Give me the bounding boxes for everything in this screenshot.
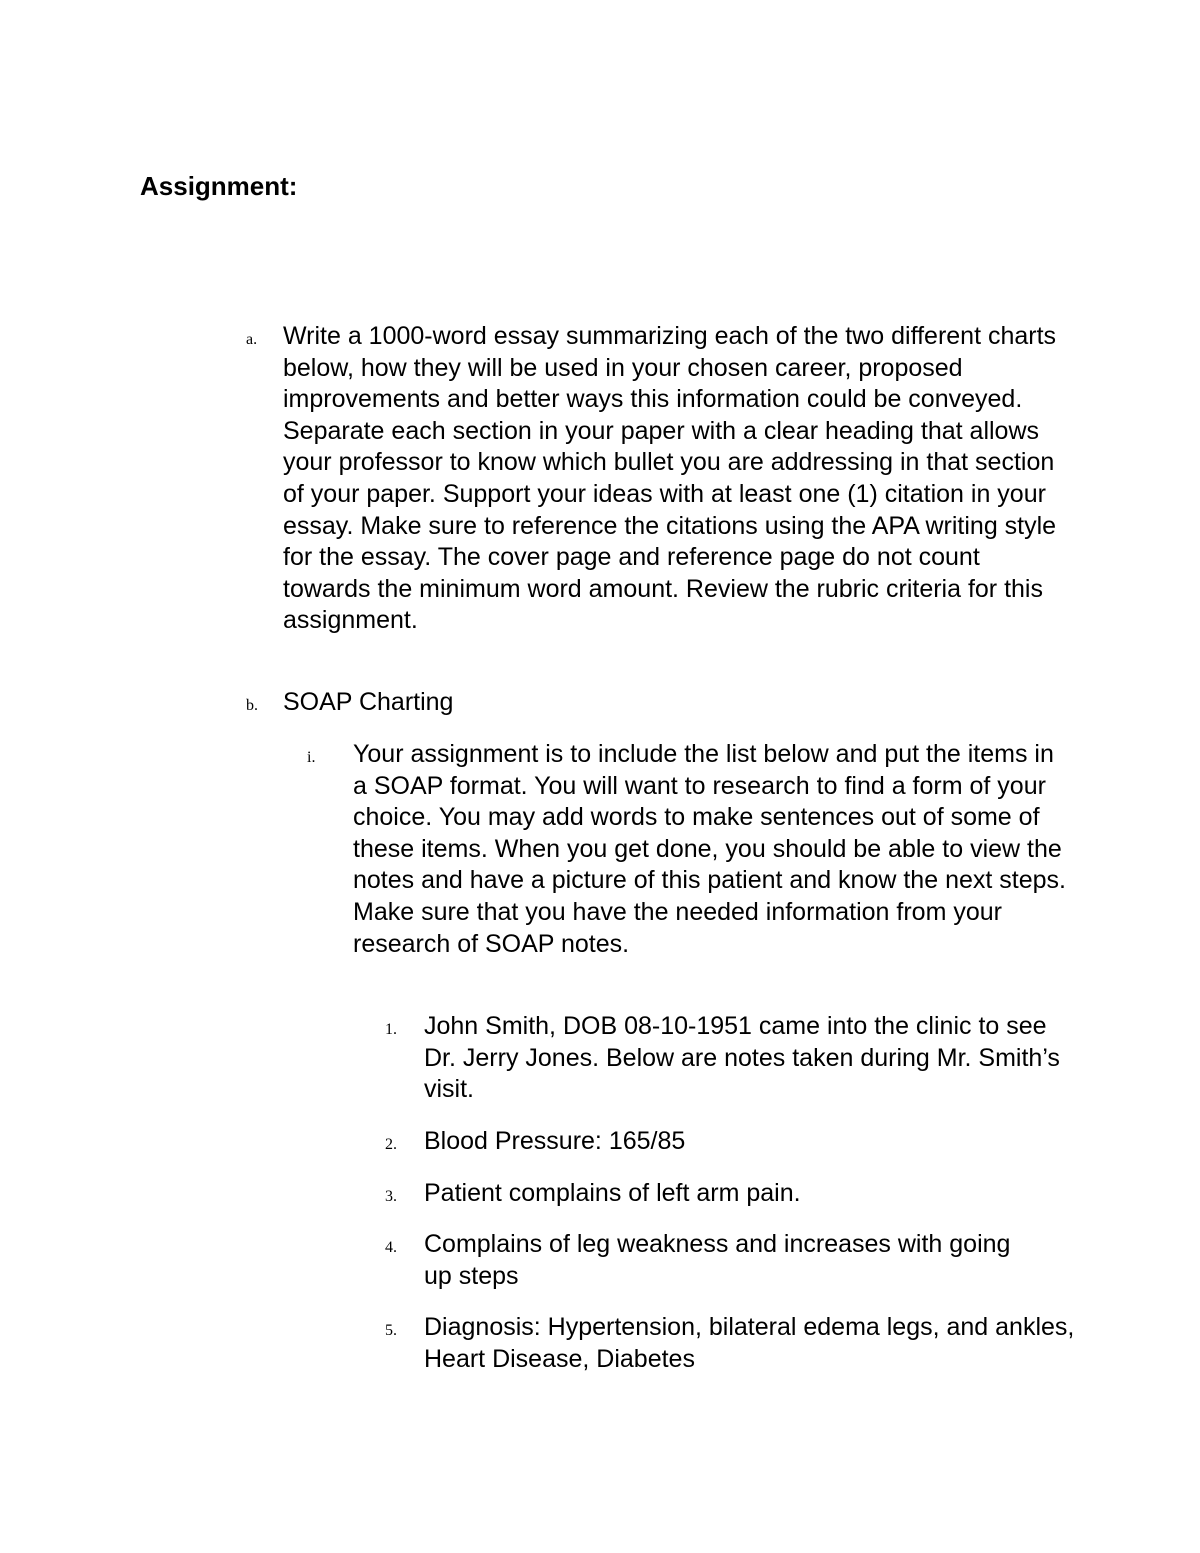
list-item-b-text: SOAP Charting xyxy=(283,688,454,716)
list-item-1 xyxy=(424,1011,1084,1106)
list-marker-4: 4. xyxy=(385,1239,397,1256)
list-item-a-text: Write a 1000-word essay summarizing each of the two different charts below, how they will be used in your chosen career, proposed improvements and better ways this information could be conveyed. Separate each section in your paper with a clear heading that allows your professor to know which bullet you are addressing in that section of your paper. Support your ideas with at least one (1) citation in your essay. Make sure to reference the citations using the APA writing style for the essay. The cover page and reference page do not count towards the minimum word amount. Review the rubric criteria for this assignment. xyxy=(283,322,1057,635)
list-item-i-text: Your assignment is to include the list below and put the items in a SOAP format. You will want to research to find a form of your choice. You may add words to make sentences out of some of these items. When you get done, you should be able to view the notes and have a picture of this patient and know the next steps. Make sure that you have the needed information from your research of SOAP notes. xyxy=(353,740,1066,958)
list-item-i xyxy=(353,739,1073,960)
list-marker-i: i. xyxy=(307,749,316,766)
list-item-2 xyxy=(424,1126,1084,1158)
list-item-4 xyxy=(424,1229,1044,1292)
list-marker-2: 2. xyxy=(385,1136,397,1153)
list-item-b xyxy=(283,687,1073,719)
list-item-a xyxy=(283,321,1073,637)
list-marker-1: 1. xyxy=(385,1021,397,1038)
list-marker-3: 3. xyxy=(385,1188,397,1205)
list-item-3-text: Patient complains of left arm pain. xyxy=(424,1179,801,1207)
list-marker-a: a. xyxy=(246,331,258,348)
list-marker-5: 5. xyxy=(385,1322,397,1339)
list-item-5-text: Diagnosis: Hypertension, bilateral edema legs, and ankles, Heart Disease, Diabetes xyxy=(424,1313,1075,1373)
list-item-4-text: Complains of leg weakness and increases with going up steps xyxy=(424,1230,1011,1290)
list-item-1-text: John Smith, DOB 08-10-1951 came into the clinic to see Dr. Jerry Jones. Below are notes taken during Mr. Smith’s visit. xyxy=(424,1012,1060,1104)
list-marker-b: b. xyxy=(246,697,258,714)
list-item-5 xyxy=(424,1312,1084,1375)
page-title: Assignment: xyxy=(140,171,298,201)
list-item-3 xyxy=(424,1178,1084,1210)
list-item-2-text: Blood Pressure: 165/85 xyxy=(424,1127,686,1155)
